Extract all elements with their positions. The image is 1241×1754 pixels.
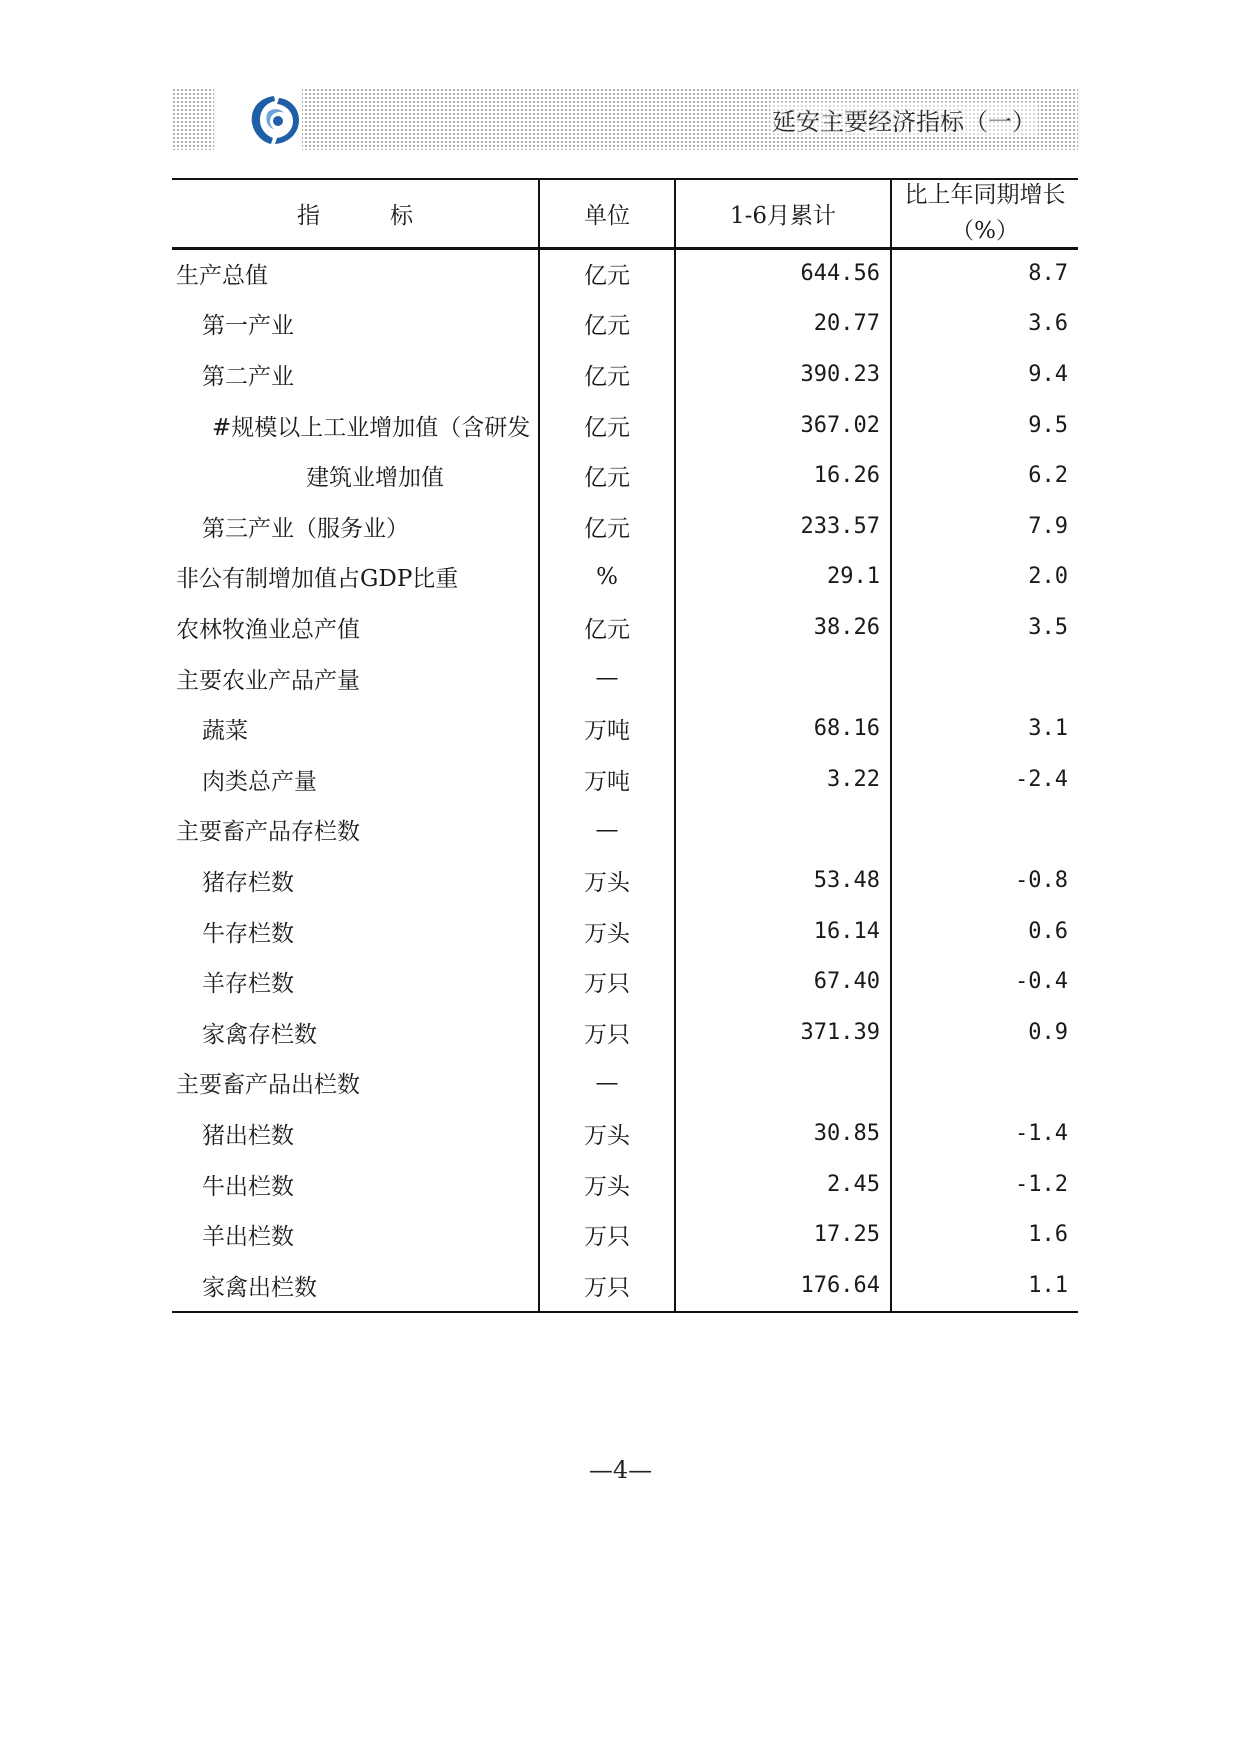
indicator-unit: — [595,1069,619,1096]
growth-rate: 9.5 [1028,412,1068,438]
growth-rate: 3.6 [1028,311,1068,337]
indicator-name: 蔬菜 [202,718,248,745]
table-header-row [172,178,1078,248]
indicator-name: 牛存栏数 [202,920,294,947]
indicator-unit: 万头 [584,869,630,896]
indicator-unit: 万只 [584,1224,630,1251]
growth-rate: 1.1 [1028,1272,1068,1298]
table-row [172,754,1078,805]
table-row [172,349,1078,400]
table-row [172,552,1078,603]
table-row [172,1260,1078,1311]
growth-rate: 1.6 [1028,1222,1068,1248]
growth-rate: 9.4 [1028,361,1068,387]
cumulative-value: 16.26 [813,463,880,489]
growth-rate: -2.4 [1015,766,1068,792]
indicator-name: 建筑业增加值 [306,465,444,492]
table-row [172,703,1078,754]
indicator-name: 第三产业（服务业） [202,515,409,542]
cumulative-value: 644.56 [800,260,880,286]
table-row [172,906,1078,957]
indicator-unit: 万吨 [584,768,630,795]
indicator-unit: 万头 [584,1122,630,1149]
cumulative-value: 38.26 [813,614,880,640]
cumulative-value: 233.57 [800,513,880,539]
cumulative-value: 30.85 [813,1120,880,1146]
growth-rate: 0.6 [1028,918,1068,944]
indicator-unit: 万只 [584,971,630,998]
cumulative-value [676,805,880,856]
table-row [172,956,1078,1007]
indicator-unit: 万吨 [584,718,630,745]
cumulative-value: 53.48 [813,867,880,893]
indicator-name: 第一产业 [202,313,294,340]
indicator-unit: 万只 [584,1274,630,1301]
table-row [172,450,1078,501]
cumulative-value [676,653,880,704]
indicator-name: 生产总值 [176,262,268,289]
growth-rate: 3.5 [1028,614,1068,640]
indicator-unit: 万只 [584,1021,630,1048]
indicator-name: #规模以上工业增加值（含研发 [212,414,531,441]
cumulative-value: 371.39 [800,1019,880,1045]
table-row [172,1007,1078,1058]
indicator-name: 家禽出栏数 [202,1274,317,1301]
table-row [172,602,1078,653]
indicator-unit: 亿元 [584,363,630,390]
growth-rate: -1.4 [1015,1120,1068,1146]
header-cumulative: 1-6月累计 [729,202,837,229]
indicator-name: 猪存栏数 [202,869,294,896]
indicator-unit: 亿元 [584,262,630,289]
indicator-unit: 亿元 [584,465,630,492]
cumulative-value: 17.25 [813,1222,880,1248]
header-growth: 比上年同期增长（%） [904,182,1066,244]
table-row [172,1209,1078,1260]
indicator-unit: — [595,665,619,692]
table-row [172,248,1078,299]
header-indicator-char-1: 指 [297,202,320,229]
cumulative-value: 20.77 [813,311,880,337]
table-rule [172,1311,1078,1313]
header-indicator [172,178,538,248]
indicator-name: 牛出栏数 [202,1173,294,1200]
indicator-name: 猪出栏数 [202,1122,294,1149]
indicator-unit: 万头 [584,1173,630,1200]
header-unit: 单位 [584,202,630,229]
indicator-name: 农林牧渔业总产值 [176,616,360,643]
cumulative-value [676,1058,880,1109]
table-row [172,653,1078,704]
growth-rate: -0.8 [1015,867,1068,893]
indicator-name: 肉类总产量 [202,768,317,795]
indicator-name: 主要农业产品产量 [176,667,360,694]
indicator-name: 羊出栏数 [202,1224,294,1251]
indicator-unit: 亿元 [584,313,630,340]
growth-rate: 2.0 [1028,564,1068,590]
cumulative-value: 16.14 [813,918,880,944]
indicator-unit: 亿元 [584,616,630,643]
table-row [172,501,1078,552]
indicator-unit: 万头 [584,920,630,947]
cumulative-value: 390.23 [800,361,880,387]
table-row [172,400,1078,451]
growth-rate: -1.2 [1015,1171,1068,1197]
growth-rate: 3.1 [1028,716,1068,742]
cumulative-value: 176.64 [800,1272,880,1298]
table-row [172,1108,1078,1159]
indicator-name: 主要畜产品出栏数 [176,1072,360,1099]
indicator-name: 羊存栏数 [202,971,294,998]
indicator-unit: 亿元 [584,414,630,441]
cumulative-value: 29.1 [827,564,880,590]
cumulative-value: 367.02 [800,412,880,438]
indicator-name: 第二产业 [202,363,294,390]
logo-icon [244,90,302,148]
growth-rate: 0.9 [1028,1019,1068,1045]
growth-rate [892,805,1068,856]
cumulative-value: 2.45 [827,1171,880,1197]
header-title: 延安主要经济指标（一） [770,102,1038,137]
indicator-name: 主要畜产品存栏数 [176,819,360,846]
indicator-name: 非公有制增加值占GDP比重 [176,566,459,593]
growth-rate: 6.2 [1028,463,1068,489]
page-number: —4— [588,1456,653,1484]
table-row [172,855,1078,906]
table-row [172,1058,1078,1109]
growth-rate [892,1058,1068,1109]
indicator-unit: 亿元 [584,515,630,542]
table-row [172,299,1078,350]
table-row [172,1159,1078,1210]
growth-rate: 8.7 [1028,260,1068,286]
header-indicator-char-2: 标 [390,202,413,229]
growth-rate: 7.9 [1028,513,1068,539]
cumulative-value: 68.16 [813,716,880,742]
cumulative-value: 3.22 [827,766,880,792]
indicator-unit: — [595,816,619,843]
table-row [172,805,1078,856]
cumulative-value: 67.40 [813,969,880,995]
growth-rate [892,653,1068,704]
indicator-unit: % [596,563,618,590]
growth-rate: -0.4 [1015,969,1068,995]
indicator-name: 家禽存栏数 [202,1021,317,1048]
